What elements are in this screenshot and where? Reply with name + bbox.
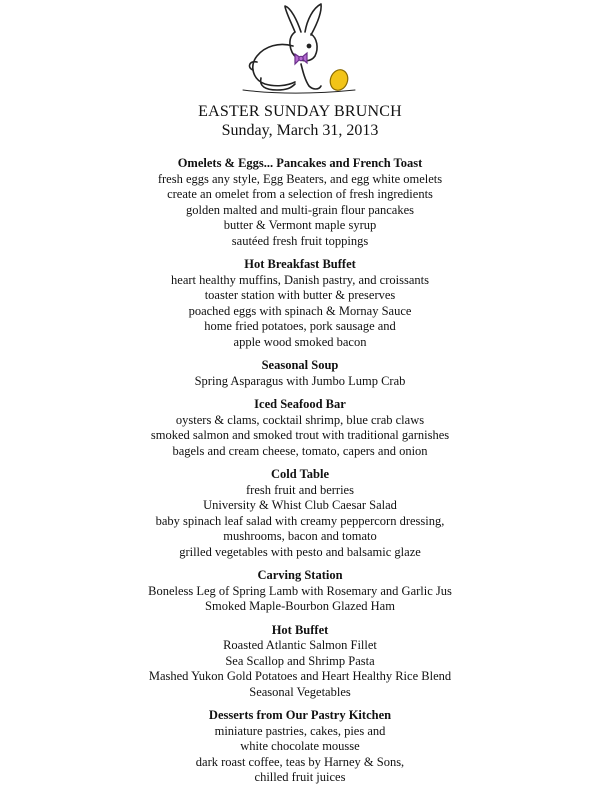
- bunny-illustration: [235, 2, 365, 102]
- event-date: Sunday, March 31, 2013: [221, 122, 379, 139]
- menu-item: Mashed Yukon Gold Potatoes and Heart Healthy Rice Blend: [148, 669, 452, 683]
- page-title: EASTER SUNDAY BRUNCH: [198, 103, 402, 120]
- menu-item: Boneless Leg of Spring Lamb with Rosemary and Garlic Jus: [148, 583, 452, 598]
- menu-item: grilled vegetables with pesto and balsamic glaze: [179, 544, 421, 559]
- menu-item: sautéed fresh fruit toppings: [231, 233, 369, 248]
- menu-section: [0, 358, 600, 389]
- menu-item: oysters & clams, cocktail shrimp, blue crab claws: [175, 412, 425, 427]
- menu-item: mushrooms, bacon and tomato: [223, 529, 377, 543]
- section-title: Carving Station: [257, 568, 343, 582]
- menu-item: Spring Asparagus with Jumbo Lump Crab: [194, 373, 406, 388]
- menu-item: fresh fruit and berries: [246, 482, 354, 497]
- menu-header: [0, 102, 600, 140]
- menu-item: University & Whist Club Caesar Salad: [203, 498, 397, 512]
- section-title: Seasonal Soup: [261, 358, 339, 372]
- menu-item: smoked salmon and smoked trout with traditional garnishes: [150, 428, 450, 442]
- menu-item: bagels and cream cheese, tomato, capers and onion: [172, 443, 428, 458]
- menu-section: [0, 156, 600, 249]
- section-title: Hot Buffet: [271, 622, 329, 637]
- menu-section: [0, 708, 600, 786]
- section-title: Hot Breakfast Buffet: [244, 257, 356, 271]
- menu-item: chilled fruit juices: [254, 770, 346, 784]
- menu-section: [0, 568, 600, 615]
- menu-item: Seasonal Vegetables: [249, 684, 351, 699]
- menu-section: [0, 623, 600, 701]
- menu-item: apple wood smoked bacon: [233, 334, 367, 349]
- section-title: Iced Seafood Bar: [254, 397, 346, 411]
- menu-item: Sea Scallop and Shrimp Pasta: [225, 653, 375, 668]
- menu-item: golden malted and multi-grain flour pancakes: [185, 202, 415, 217]
- menu-item: miniature pastries, cakes, pies and: [214, 723, 386, 738]
- menu-item: home fried potatoes, pork sausage and: [204, 319, 396, 333]
- menu-item: heart healthy muffins, Danish pastry, and croissants: [171, 272, 429, 287]
- menu-item: fresh eggs any style, Egg Beaters, and egg white omelets: [157, 171, 443, 186]
- menu-item: white chocolate mousse: [240, 739, 360, 753]
- menu-item: Smoked Maple-Bourbon Glazed Ham: [205, 599, 395, 613]
- menu-section: [0, 257, 600, 350]
- section-title: Omelets & Eggs... Pancakes and French Toast: [177, 156, 423, 170]
- menu-section: [0, 397, 600, 459]
- menu-item: dark roast coffee, teas by Harney & Sons,: [195, 754, 405, 769]
- menu-item: butter & Vermont maple syrup: [223, 218, 377, 232]
- menu-item: poached eggs with spinach & Mornay Sauce: [188, 303, 412, 318]
- menu-item: Roasted Atlantic Salmon Fillet: [223, 638, 377, 652]
- menu-section: [0, 467, 600, 560]
- section-title: Desserts from Our Pastry Kitchen: [208, 708, 392, 722]
- menu-body: [0, 156, 600, 794]
- menu-item: create an omelet from a selection of fresh ingredients: [167, 187, 433, 201]
- section-title: Cold Table: [270, 467, 329, 481]
- menu-item: baby spinach leaf salad with creamy peppercorn dressing,: [155, 513, 445, 528]
- menu-item: toaster station with butter & preserves: [204, 288, 396, 302]
